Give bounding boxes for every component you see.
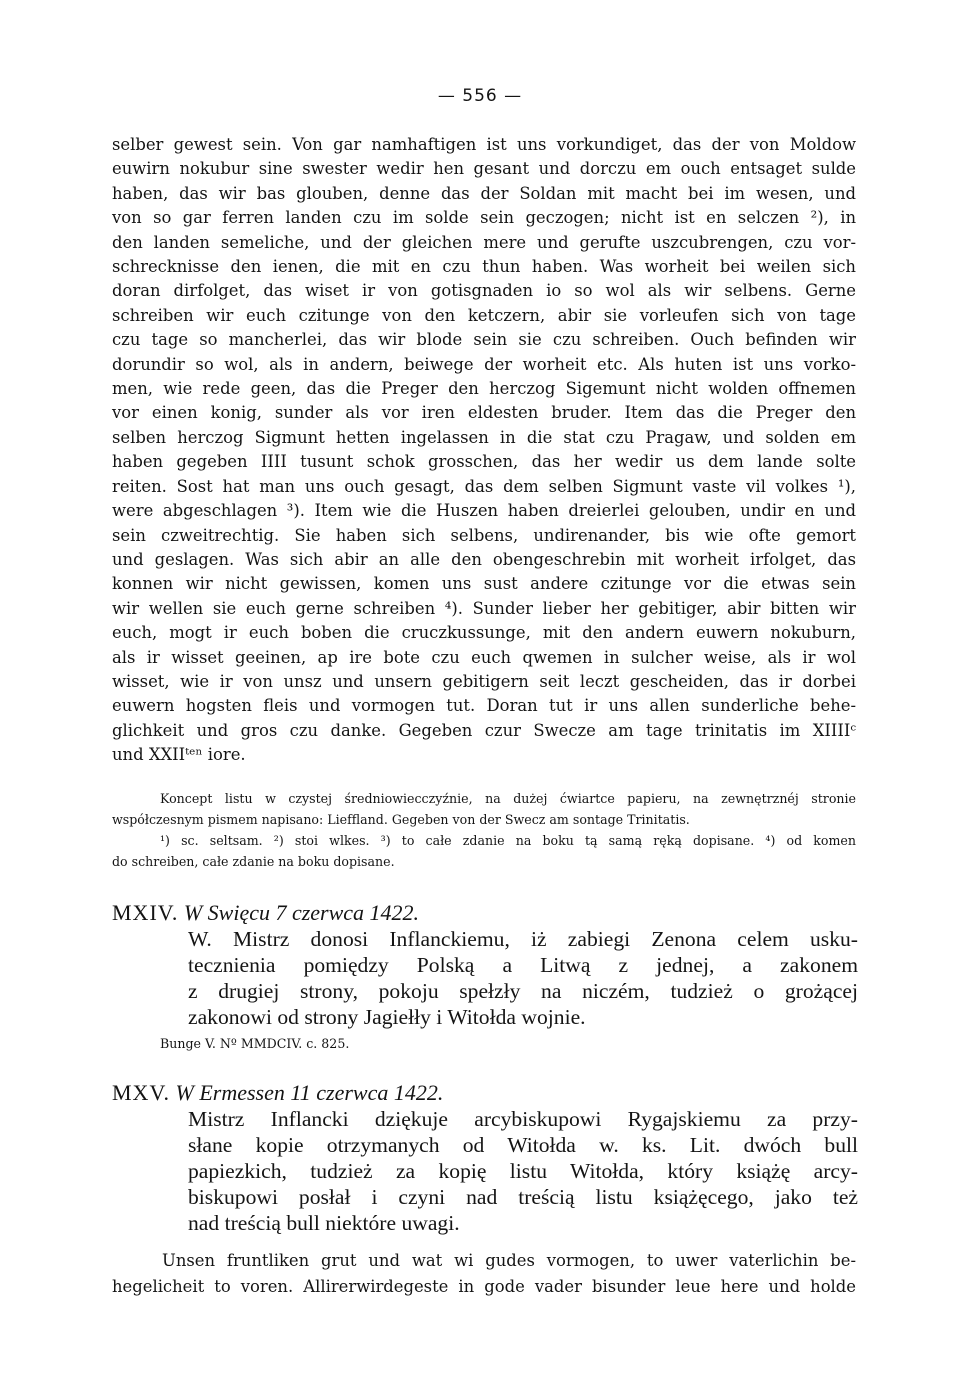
text-line: haben, das wir bas glouben, denne das der Soldan mit macht bei im wesen, und xyxy=(112,183,856,203)
text-line: euwirn nokubur sine swester wedir hen gesant und dorczu em ouch entsaget sulde xyxy=(112,159,856,179)
footnote-line: ¹) sc. seltsam. ²) stoi wlkes. ³) to całe zdanie na boku tą samą ręką dopisane. ⁴) od komen xyxy=(160,833,856,848)
section-date-place: W Swięcu 7 czerwca 1422. xyxy=(183,900,420,925)
text-line: von so gar ferren landen czu im solde sein geczogen; nicht ist en selczen ²), in xyxy=(112,208,856,228)
source-reference: Bunge V. Nº MMDCIV. c. 825. xyxy=(160,1036,350,1051)
text-line: dorundir so wol, als in andern, beiwege der worheit etc. Als huten ist uns vorko- xyxy=(112,354,856,374)
footnote-line: współczesnym pismem napisano: Liefﬂand. Gegeben von der Swecz am sontage Trinitatis. xyxy=(112,812,690,827)
text-line: den landen semeliche, und der gleichen mere und gerufte uszcubrengen, czu vor- xyxy=(112,232,856,252)
text-line: euwern hogsten fleis und vormogen tut. Doran tut ir uns allen sunderliche behe- xyxy=(112,696,856,716)
text-line: wisset, wie ir von unsz und unsern gebitigern seit leczt gescheiden, das ir dorbei xyxy=(112,671,856,691)
summary-line: papiezkich, tudzież za kopię listu Witołda, który książę arcy- xyxy=(188,1159,858,1183)
summary-line: słane kopie otrzymanych od Witołda w. ks. Lit. dwóch bull xyxy=(188,1133,858,1157)
text-line: selber gewest sein. Von gar namhaftigen ist uns vorkundiget, das der von Moldow xyxy=(112,135,856,154)
text-line: Unsen fruntliken grut und wat wi gudes vormogen, to uwer vaterlichin be- xyxy=(162,1251,856,1270)
text-line: und XXIIᵗᵉⁿ iore. xyxy=(112,745,246,765)
text-line: vor einen konig, sunder als vor iren eldesten bruder. Item das die Preger den xyxy=(112,403,856,423)
letter-opening xyxy=(112,1248,856,1300)
summary-line: biskupowi posłał i czyni nad treścią listu książęcego, jako też xyxy=(188,1185,858,1209)
letter-body xyxy=(112,133,856,768)
page-number: — 556 — xyxy=(437,86,523,106)
summary-line: W. Mistrz donosi Inflanckiemu, iż zabiegi Zenona celem usku- xyxy=(188,927,858,951)
summary-line: Mistrz Inflancki dziękuje arcybiskupowi Rygajskiemu za przy- xyxy=(188,1107,858,1131)
text-line: selben herczog Sigmunt hetten ingelassen in die stat czu Pragaw, und solden em xyxy=(112,427,856,447)
text-line: konnen wir nicht gewissen, komen uns sust andere czitunge vor die etwas sein xyxy=(112,574,856,594)
text-line: sein czweitrechtig. Sie haben sich selbens, undirenander, bis wie ofte gemort xyxy=(112,525,856,545)
footnote-line: do schreiben, całe zdanie na boku dopisane. xyxy=(112,854,395,869)
text-line: schreiben wir euch czitunge von den ketczern, abir sie vorleufen sich von tage xyxy=(112,305,856,325)
text-line: euch, mogt ir euch boben die cruczkussunge, mit den andern euwern nokuburn, xyxy=(112,623,856,643)
summary-line: z drugiej strony, pokoju spełzły na niczém, tudzież o grożącej xyxy=(188,979,858,1003)
summary-line: tecznienia pomiędzy Polską a Litwą z jednej, a zakonem xyxy=(188,953,858,977)
section-date-place: W Ermessen 11 czerwca 1422. xyxy=(175,1080,444,1105)
text-line: als ir wisset geeinen, ap ire bote czu euch qwemen in sulcher weise, als ir wol xyxy=(112,647,856,667)
text-line: men, wie rede geen, das die Preger den herczog Sigemunt nicht wolden offnemen xyxy=(112,379,856,399)
text-line: schrecknisse den ienen, die mit en czu thun haben. Was worheit bei weilen sich xyxy=(112,257,856,277)
summary-line: nad treścią bull niektóre uwagi. xyxy=(188,1211,460,1235)
text-line: glichkeit und gros czu danke. Gegeben czur Swecze am tage trinitatis im XIIIIᶜ xyxy=(112,720,856,740)
text-line: und geslagen. Was sich abir an alle den obengeschrebin mit worheit irfolget, das xyxy=(112,549,856,569)
section-mxv xyxy=(112,1080,858,1236)
footnote-line: Koncept listu w czystej średniowiecczyźnie, na dużej ćwiartce papieru, na zewnętrznéj stronie xyxy=(160,791,856,806)
text-line: doran dirfolget, das wiset ir von gotisgnaden io so wol als wir selbens. Gerne xyxy=(112,281,856,301)
text-line: wir wellen sie euch gerne schreiben ⁴). Sunder lieber her gebitiger, abir bitten wir xyxy=(112,598,856,618)
text-line: hegelicheit to voren. Allirerwirdegeste in gode vader bisunder leue here und holde xyxy=(112,1277,856,1296)
section-number: MXIV. xyxy=(112,900,179,925)
section-summary xyxy=(112,926,858,1030)
text-line: czu tage so mancherlei, das wir blode sein sie czu schreiben. Ouch befinden wir xyxy=(112,330,856,350)
text-line: reiten. Sost hat man uns ouch gesagt, das dem selben Sigmunt vaste vil volkes ¹), xyxy=(112,476,856,496)
section-mxiv xyxy=(112,900,858,1030)
section-heading xyxy=(112,900,858,926)
section-heading xyxy=(112,1080,858,1106)
text-line: haben gegeben IIII tusunt schok grosschen, das her wedir us dem lande solte xyxy=(112,452,856,472)
section-summary xyxy=(112,1106,858,1236)
footnotes xyxy=(112,788,856,872)
section-number: MXV. xyxy=(112,1080,171,1105)
summary-line: zakonowi od strony Jagiełły i Witołda wojnie. xyxy=(188,1005,586,1029)
text-line: were abgeschlagen ³). Item wie die Huszen haben dreierlei gelouben, undir en und xyxy=(112,501,856,521)
